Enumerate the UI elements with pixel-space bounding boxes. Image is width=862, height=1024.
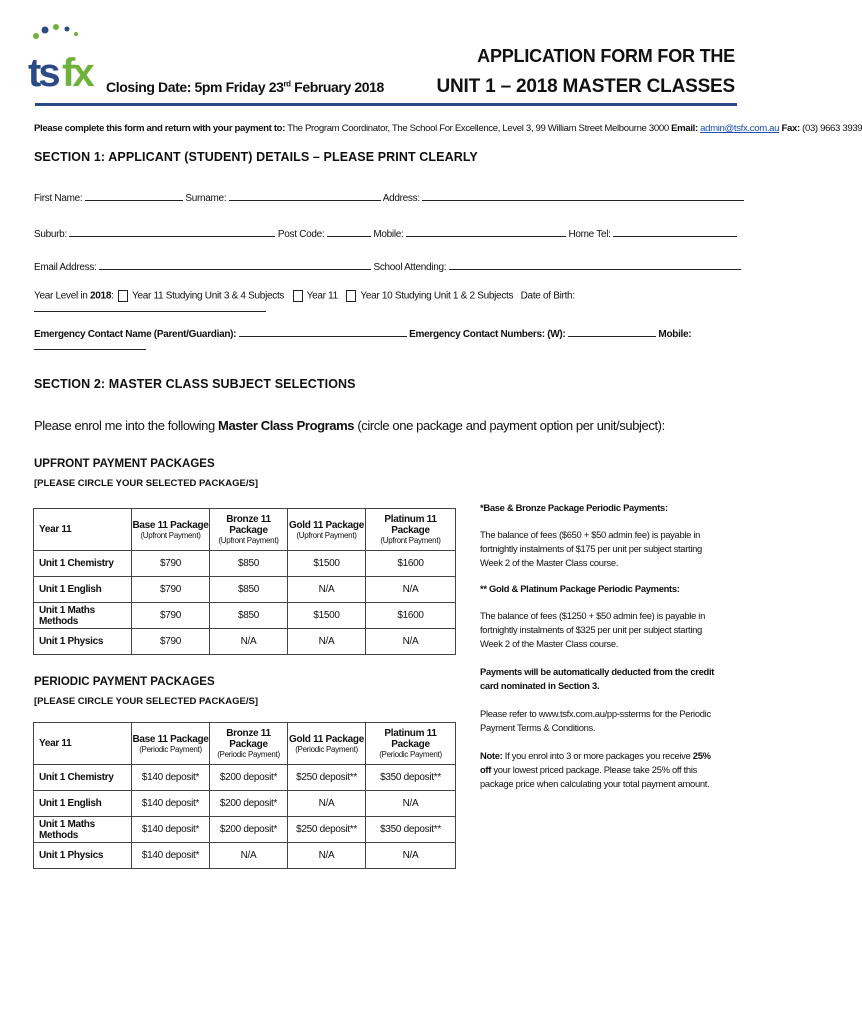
- upfront-col-base[interactable]: Base 11 Package (Upfront Payment): [132, 509, 210, 551]
- price-cell[interactable]: $140 deposit*: [132, 791, 210, 817]
- periodic-note: [PLEASE CIRCLE YOUR SELECTED PACKAGE/S]: [34, 696, 258, 707]
- first-name-label: First Name:: [34, 193, 83, 204]
- address-field[interactable]: [422, 191, 744, 201]
- price-cell[interactable]: $850: [210, 577, 288, 603]
- tsfx-logo: [28, 24, 96, 100]
- dob-label: Date of Birth:: [520, 290, 575, 302]
- upfront-col-bronze[interactable]: Bronze 11 Package (Upfront Payment): [210, 509, 288, 551]
- periodic-corner: Year 11: [34, 723, 132, 765]
- closing-date-suffix: February 2018: [290, 79, 384, 95]
- school-attending-field[interactable]: [449, 260, 741, 270]
- price-cell[interactable]: $250 deposit**: [288, 817, 366, 843]
- upfront-header-row: [34, 509, 456, 551]
- price-cell[interactable]: $790: [132, 577, 210, 603]
- price-cell[interactable]: $850: [210, 603, 288, 629]
- gold-platinum-heading: ** Gold & Platinum Package Periodic Payments:: [480, 583, 680, 594]
- mobile-label: Mobile:: [373, 229, 404, 240]
- price-cell[interactable]: $1600: [366, 551, 456, 577]
- instructions-lead: Please complete this form and return with your payment to:: [34, 123, 286, 134]
- section2-heading: SECTION 2: MASTER CLASS SUBJECT SELECTIONS: [34, 377, 356, 391]
- email-address-label: Email Address:: [34, 262, 97, 273]
- row-label: Unit 1 Maths Methods: [34, 603, 132, 629]
- price-cell[interactable]: N/A: [210, 629, 288, 655]
- year11-units34-label: Year 11 Studying Unit 3 & 4 Subjects: [132, 290, 285, 302]
- emergency-numbers-label: Emergency Contact Numbers: (W):: [409, 329, 566, 340]
- row-emergency: [34, 327, 770, 353]
- periodic-heading: PERIODIC PAYMENT PACKAGES: [34, 676, 215, 688]
- price-cell[interactable]: $790: [132, 551, 210, 577]
- mobile-field[interactable]: [406, 227, 566, 237]
- upfront-col-gold[interactable]: Gold 11 Package (Upfront Payment): [288, 509, 366, 551]
- closing-date: [106, 79, 384, 95]
- table-row: [34, 629, 456, 655]
- base-bronze-heading: *Base & Bronze Package Periodic Payments:: [480, 502, 668, 513]
- periodic-col-base[interactable]: Base 11 Package (Periodic Payment): [132, 723, 210, 765]
- base-bronze-text: The balance of fees ($650 + $50 admin fee) is payable in fortnightly instalments of $175 per unit per subject starting Week 2 of the Master Class course.: [480, 529, 702, 568]
- periodic-header-row: [34, 723, 456, 765]
- emergency-name-field[interactable]: [239, 327, 407, 337]
- table-row: [34, 791, 456, 817]
- year-level-label: Year Level in 2018:: [34, 290, 114, 302]
- price-cell[interactable]: $350 deposit**: [366, 817, 456, 843]
- emergency-name-label: Emergency Contact Name (Parent/Guardian):: [34, 329, 237, 340]
- email-label: Email:: [671, 123, 698, 134]
- emergency-mobile-label: Mobile:: [658, 329, 692, 340]
- price-cell[interactable]: $1600: [366, 603, 456, 629]
- table-row: [34, 551, 456, 577]
- price-cell[interactable]: N/A: [288, 843, 366, 869]
- price-cell[interactable]: N/A: [366, 577, 456, 603]
- year11-checkbox[interactable]: [293, 290, 303, 302]
- row-label: Unit 1 English: [34, 577, 132, 603]
- price-cell[interactable]: $350 deposit**: [366, 765, 456, 791]
- row-email-school: [34, 260, 741, 273]
- auto-deduct-note: Payments will be automatically deducted from the credit card nominated in Section 3.: [480, 666, 715, 691]
- surname-label: Surname:: [185, 193, 227, 204]
- fax-label: Fax:: [781, 123, 800, 134]
- periodic-col-gold[interactable]: Gold 11 Package (Periodic Payment): [288, 723, 366, 765]
- suburb-field[interactable]: [69, 227, 275, 237]
- school-attending-label: School Attending:: [373, 262, 447, 273]
- price-cell[interactable]: N/A: [288, 791, 366, 817]
- year10-units12-checkbox[interactable]: [346, 290, 356, 302]
- price-cell[interactable]: N/A: [210, 843, 288, 869]
- price-cell[interactable]: $1500: [288, 603, 366, 629]
- discount-note: Note: If you enrol into 3 or more packages you receive 25% off your lowest priced package. Please take 25% off this package price when calculating your total payment amount.: [480, 750, 711, 789]
- price-cell[interactable]: $790: [132, 603, 210, 629]
- price-cell[interactable]: N/A: [366, 791, 456, 817]
- upfront-corner: Year 11: [34, 509, 132, 551]
- post-code-field[interactable]: [327, 227, 371, 237]
- price-cell[interactable]: $200 deposit*: [210, 817, 288, 843]
- emergency-mobile-field[interactable]: [34, 340, 146, 350]
- row-label: Unit 1 Physics: [34, 843, 132, 869]
- home-tel-label: Home Tel:: [568, 229, 611, 240]
- enrol-instruction: Please enrol me into the following Master Class Programs (circle one package and payment option per unit/subject):: [34, 418, 665, 433]
- price-cell[interactable]: $850: [210, 551, 288, 577]
- closing-date-prefix: Closing Date: 5pm Friday 23: [106, 79, 284, 95]
- form-title-line2: UNIT 1 – 2018 MASTER CLASSES: [436, 76, 735, 97]
- first-name-field[interactable]: [85, 191, 183, 201]
- form-title-line1: APPLICATION FORM FOR THE: [477, 46, 735, 66]
- year11-units34-checkbox[interactable]: [118, 290, 128, 302]
- year11-label: Year 11: [306, 290, 338, 302]
- table-row: [34, 765, 456, 791]
- header-divider: [35, 103, 737, 106]
- price-cell[interactable]: N/A: [366, 843, 456, 869]
- surname-field[interactable]: [229, 191, 381, 201]
- upfront-col-platinum[interactable]: Platinum 11 Package (Upfront Payment): [366, 509, 456, 551]
- instructions: [34, 123, 862, 134]
- table-row: [34, 577, 456, 603]
- home-tel-field[interactable]: [613, 227, 737, 237]
- dob-field[interactable]: [34, 302, 266, 312]
- emergency-work-field[interactable]: [568, 327, 656, 337]
- row-name-address: [34, 191, 744, 204]
- table-row: [34, 603, 456, 629]
- closing-date-suffix-ordinal: rd: [283, 79, 291, 89]
- year10-units12-label: Year 10 Studying Unit 1 & 2 Subjects: [360, 290, 514, 302]
- periodic-col-bronze[interactable]: Bronze 11 Package (Periodic Payment): [210, 723, 288, 765]
- price-cell[interactable]: $790: [132, 629, 210, 655]
- row-label: Unit 1 English: [34, 791, 132, 817]
- row-year-level: [34, 290, 770, 315]
- price-cell[interactable]: $140 deposit*: [132, 843, 210, 869]
- logo-mark: [28, 24, 96, 100]
- email-link[interactable]: admin@tsfx.com.au: [700, 123, 780, 134]
- post-code-label: Post Code:: [277, 229, 325, 240]
- payment-notes: [480, 501, 720, 791]
- row-suburb: [34, 227, 737, 240]
- table-row: [34, 817, 456, 843]
- row-label: Unit 1 Chemistry: [34, 551, 132, 577]
- table-row: [34, 843, 456, 869]
- price-cell[interactable]: N/A: [366, 629, 456, 655]
- upfront-heading: UPFRONT PAYMENT PACKAGES: [34, 458, 215, 470]
- row-label: Unit 1 Maths Methods: [34, 817, 132, 843]
- upfront-note: [PLEASE CIRCLE YOUR SELECTED PACKAGE/S]: [34, 478, 258, 489]
- price-cell[interactable]: $200 deposit*: [210, 791, 288, 817]
- email-address-field[interactable]: [99, 260, 371, 270]
- row-label: Unit 1 Chemistry: [34, 765, 132, 791]
- price-cell[interactable]: N/A: [288, 629, 366, 655]
- terms-reference: Please refer to www.tsfx.com.au/pp-ssterms for the Periodic Payment Terms & Conditions.: [480, 708, 711, 733]
- gold-platinum-text: The balance of fees ($1250 + $50 admin fee) is payable in fortnightly instalments of $325 per unit per subject starting Week 2 of the Master Class course.: [480, 610, 705, 649]
- row-label: Unit 1 Physics: [34, 629, 132, 655]
- section1-heading: SECTION 1: APPLICANT (STUDENT) DETAILS – PLEASE PRINT CLEARLY: [34, 150, 478, 164]
- periodic-table: [33, 722, 456, 869]
- suburb-label: Suburb:: [34, 229, 67, 240]
- price-cell[interactable]: $140 deposit*: [132, 765, 210, 791]
- price-cell[interactable]: $140 deposit*: [132, 817, 210, 843]
- upfront-table: [33, 508, 456, 655]
- svg-text:ts: ts: [28, 51, 58, 95]
- price-cell[interactable]: $250 deposit**: [288, 765, 366, 791]
- svg-text:fx: fx: [62, 51, 92, 95]
- price-cell[interactable]: $1500: [288, 551, 366, 577]
- price-cell[interactable]: N/A: [288, 577, 366, 603]
- periodic-col-platinum[interactable]: Platinum 11 Package (Periodic Payment): [366, 723, 456, 765]
- price-cell[interactable]: $200 deposit*: [210, 765, 288, 791]
- fax-number: (03) 9663 3939: [799, 123, 862, 134]
- instructions-address: The Program Coordinator, The School For Excellence, Level 3, 99 William Street Melbourne 3000: [285, 123, 672, 134]
- address-label: Address:: [382, 193, 420, 204]
